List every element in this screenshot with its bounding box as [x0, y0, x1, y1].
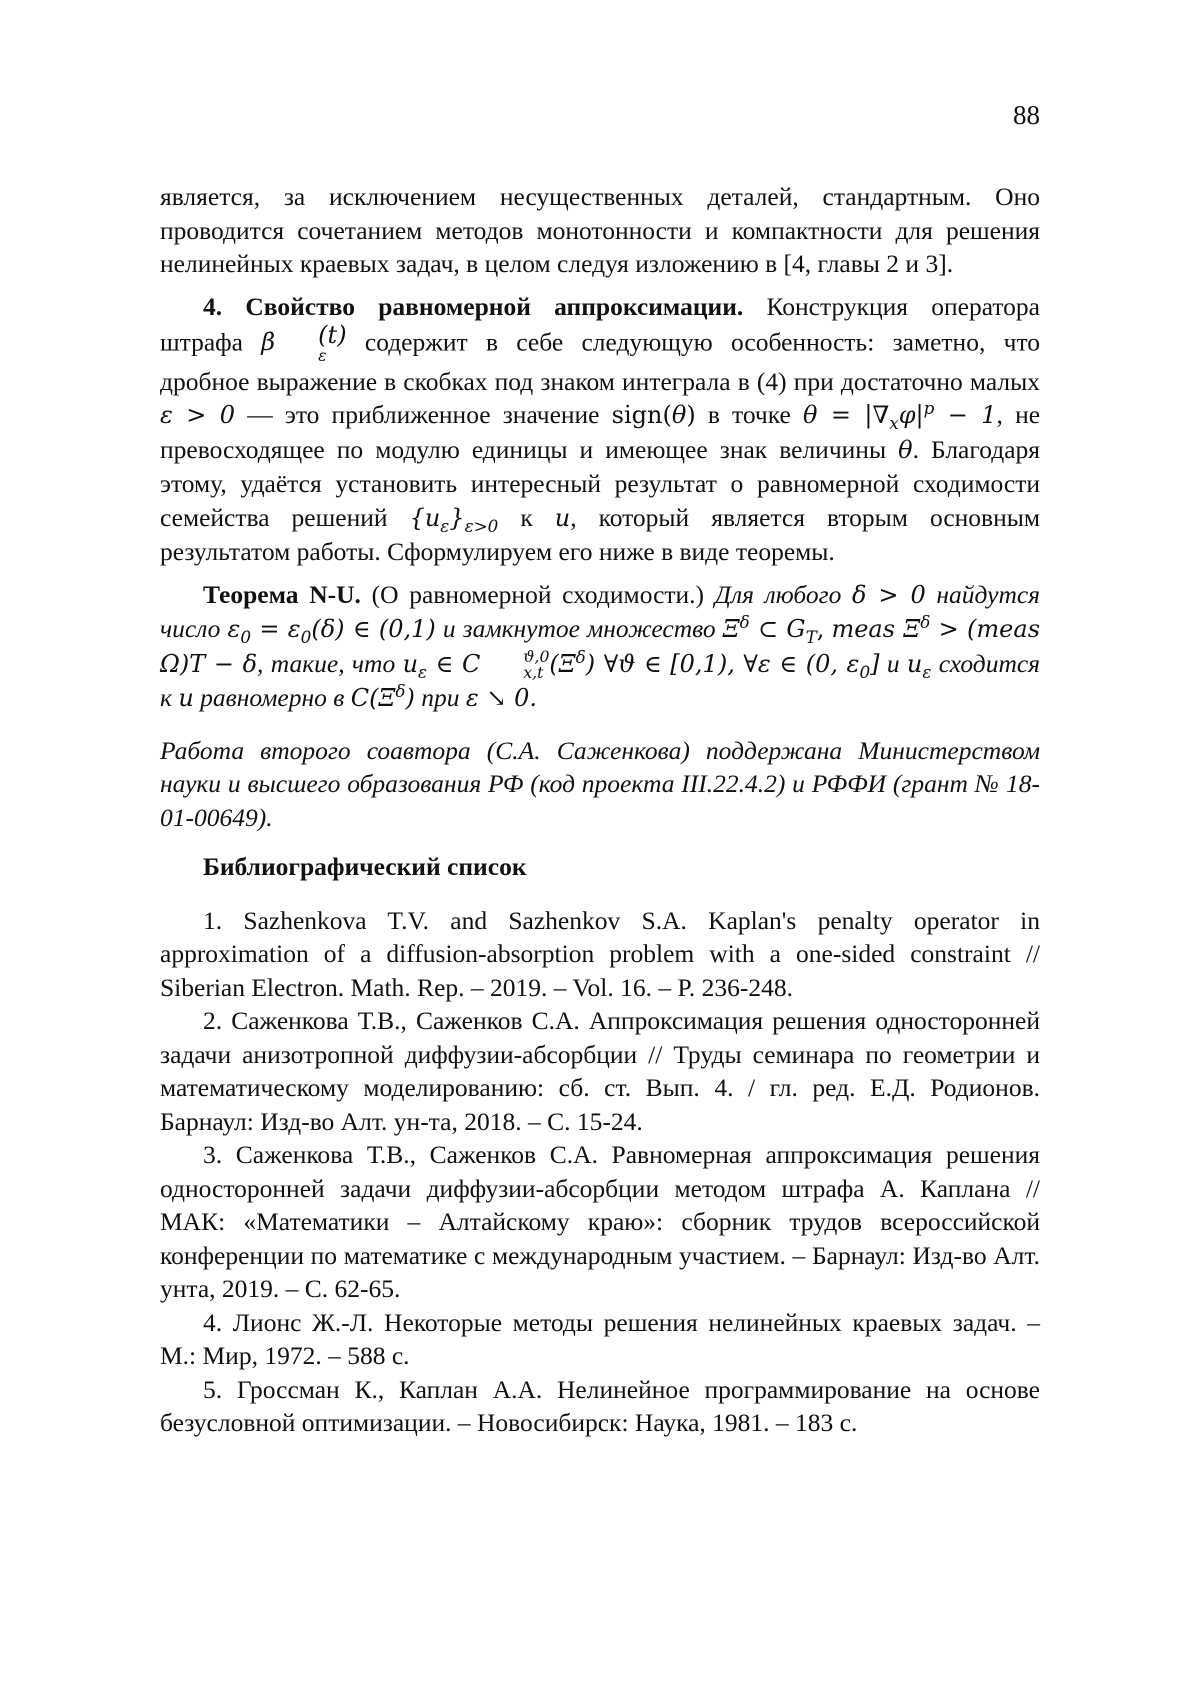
theorem-text-3: и замкнутое множество — [443, 614, 716, 643]
formula-c-space: C(Ξδ) — [351, 684, 415, 712]
formula-epsilon-positive: ε > 0 — [160, 401, 235, 429]
formula-epsilon0: ε0 = ε0(δ) ∈ (0,1) — [227, 615, 435, 643]
theorem-text-7: равномерно в — [200, 683, 344, 712]
section-4-text-2: содержит в себе следующую особенность: заметно, что дробное выражение в скобках под знаком интеграла в (4) при достаточно малых — [160, 327, 1040, 395]
section-4-text-1: Конструкция оператора штрафа — [160, 292, 1040, 357]
section-4-text-7: к — [520, 503, 532, 532]
formula-family: {uε}ε>0 — [410, 504, 499, 532]
formula-theta: θ — [898, 436, 912, 464]
bibliography-title: Библиографический список — [160, 850, 1040, 884]
bibliography-item-5: 5. Гроссман К., Каплан А.А. Нелинейное программирование на основе безусловной оптимизации. – Новосибирск: Наука, 1981. – 183 с. — [160, 1373, 1040, 1440]
section-4-paragraph — [160, 290, 1040, 569]
bibliography-item-2: 2. Саженкова Т.В., Саженков С.А. Аппроксимация решения односторонней задачи анизотропной диффузии-абсорбции // Труды семинара по геометрии и математическому моделированию: сб. ст. Вып. 4. / гл. ред. Е.Д. Родионов. Барнаул: Изд-во Алт. ун-та, 2018. – С. 15-24. — [160, 1004, 1040, 1138]
theorem-label: Теорема N-U. — [203, 580, 361, 609]
formula-epsilon-limit: ε ↘ 0. — [466, 684, 537, 712]
formula-holder: uε ∈ C ϑ,0 x,t (Ξδ) ∀ϑ ∈ [0,1), ∀ε ∈ (0, ε0] — [403, 650, 880, 678]
section-4-text-5: , не превосходящее по модулю единицы и имеющее знак величины — [160, 400, 1040, 464]
formula-meas: meas Ξδ > (meas Ω)T − δ — [160, 615, 1040, 678]
theorem-text-8: при — [421, 683, 459, 712]
formula-delta: δ > 0 — [852, 581, 926, 609]
formula-beta: β (t) ε — [261, 328, 346, 356]
theorem-text-6: сходится к — [160, 649, 1040, 713]
acknowledgment-text: Работа второго соавтора (С.А. Саженкова) поддержана Министерством науки и высшего образования РФ (код проекта III.22.4.2) и РФФИ (грант № 18-01-00649). — [160, 736, 1040, 832]
section-4-text-6: . Благодаря этому, удаётся установить интересный результат о равномерной сходимости семейства решений — [160, 435, 1040, 532]
section-4-text-3: — это приближенное значение — [247, 400, 599, 429]
theorem-text-5: и — [887, 649, 900, 678]
formula-u-limit: u — [178, 684, 193, 712]
formula-sign-theta: sign(θ) — [612, 401, 696, 429]
formula-theta-def: θ = |∇xφ|p − 1 — [803, 401, 997, 429]
theorem-text-4: , такие, что — [257, 649, 395, 678]
theorem-name: (О равномерной сходимости.) — [372, 580, 704, 609]
bibliography-item-4: 4. Лионс Ж.-Л. Некоторые методы решения нелинейных краевых задач. – М.: Мир, 1972. – 588 с. — [160, 1306, 1040, 1373]
formula-xi-set: Ξδ ⊂ GT — [723, 615, 817, 643]
formula-u-epsilon: uε — [907, 650, 931, 678]
intro-paragraph: является, за исключением несущественных деталей, стандартным. Оно проводится сочетанием методов монотонности и компактности для решения нелинейных краевых задач, в целом следуя изложению в [4, главы 2 и 3]. — [160, 180, 1040, 281]
formula-u: u — [555, 504, 570, 532]
section-4-text-4: в точке — [708, 400, 791, 429]
page-number: 88 — [0, 100, 1040, 131]
theorem-paragraph: Теорема N-U. (О равномерной сходимости.) Для любого δ > 0 найдутся число ε0 = ε0(δ) ∈ (0,1) и замкнутое множество Ξδ ⊂ GT, meas Ξδ > (meas Ω)T − δ, такие, что uε ∈ C ϑ,0 x,t (Ξδ) ∀ϑ ∈ [0,1), ∀ε ∈ (0, ε0] и uε сходится к u равномерно в C(Ξδ) при ε ↘ 0. — [160, 578, 1040, 716]
theorem-text-2: найдутся число — [160, 580, 1040, 644]
acknowledgment — [160, 734, 1040, 835]
section-4-text-8: , который является вторым основным результатом работы. Сформулируем его ниже в виде теоремы. — [160, 503, 1040, 567]
bibliography-item-1: 1. Sazhenkova T.V. and Sazhenkov S.A. Kaplan's penalty operator in approximation of a diffusion-absorption problem with a one-sided constraint // Siberian Electron. Math. Rep. – 2019. – Vol. 16. – P. 236-248. — [160, 904, 1040, 1005]
theorem-text-1: Для любого — [715, 580, 842, 609]
section-4-heading: 4. Свойство равномерной аппроксимации. — [203, 292, 743, 321]
page-body — [160, 180, 1040, 1440]
bibliography-item-3: 3. Саженкова Т.В., Саженков С.А. Равномерная аппроксимация решения односторонней задачи диффузии-абсорбции методом штрафа А. Каплана // МАК: «Математики – Алтайскому краю»: сборник трудов всероссийской конференции по математике с международным участием. – Барнаул: Изд-во Алт. унта, 2019. – С. 62-65. — [160, 1138, 1040, 1306]
